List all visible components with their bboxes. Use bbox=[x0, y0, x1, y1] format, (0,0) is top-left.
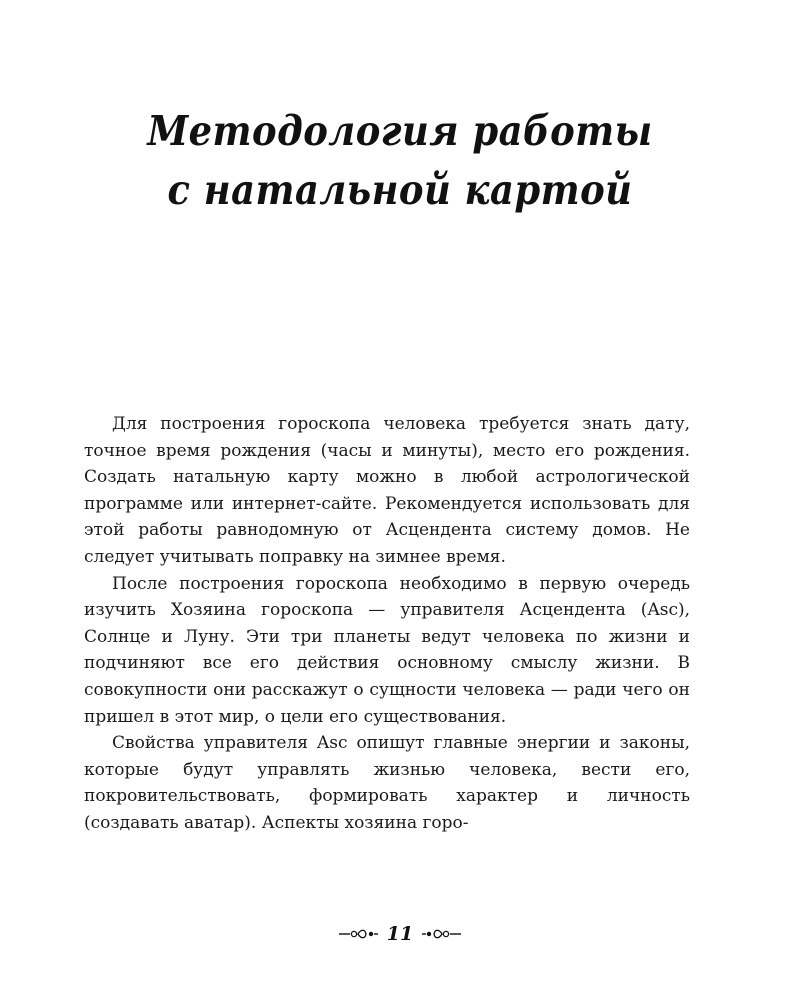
paragraph-3: Свойства управителя Asc опишут главные энергии и законы, которые будут управлять жизнью человека, вести его, покровительствовать, формировать характер и личность (создавать аватар). Аспекты хозяина горо- bbox=[84, 733, 690, 833]
paragraph-2: После построения гороскопа необходимо в первую очередь изучить Хозяина гороскопа — управителя Асцендента (Asc), Солнце и Луну. Эти три планеты ведут человека по жизни и подчиняют все его действия основному смыслу жизни. В совокупности они расскажут о сущности человека — ради чего он пришел в этот мир, о цели его существования. bbox=[84, 573, 690, 727]
paragraph-1: Для построения гороскопа человека требуется знать дату, точное время рождения (часы и минуты), место его рождения. Создать натальную карту можно в любой астрологической программе или интернет-сайте. Рекомендуется использовать для этой работы равнодомную от Асцендента систему домов. Не следует учитывать поправку на зимнее время. bbox=[84, 414, 690, 567]
body-text bbox=[84, 411, 690, 837]
chapter-title-line-2: с натальной картой bbox=[167, 166, 633, 214]
chapter-title-line-1: Методология работы bbox=[147, 107, 653, 155]
chapter-title bbox=[40, 102, 760, 220]
page-footer bbox=[0, 922, 800, 945]
right-ornament-icon bbox=[422, 927, 462, 941]
left-ornament-icon bbox=[338, 927, 378, 941]
page-number: 11 bbox=[386, 923, 414, 945]
